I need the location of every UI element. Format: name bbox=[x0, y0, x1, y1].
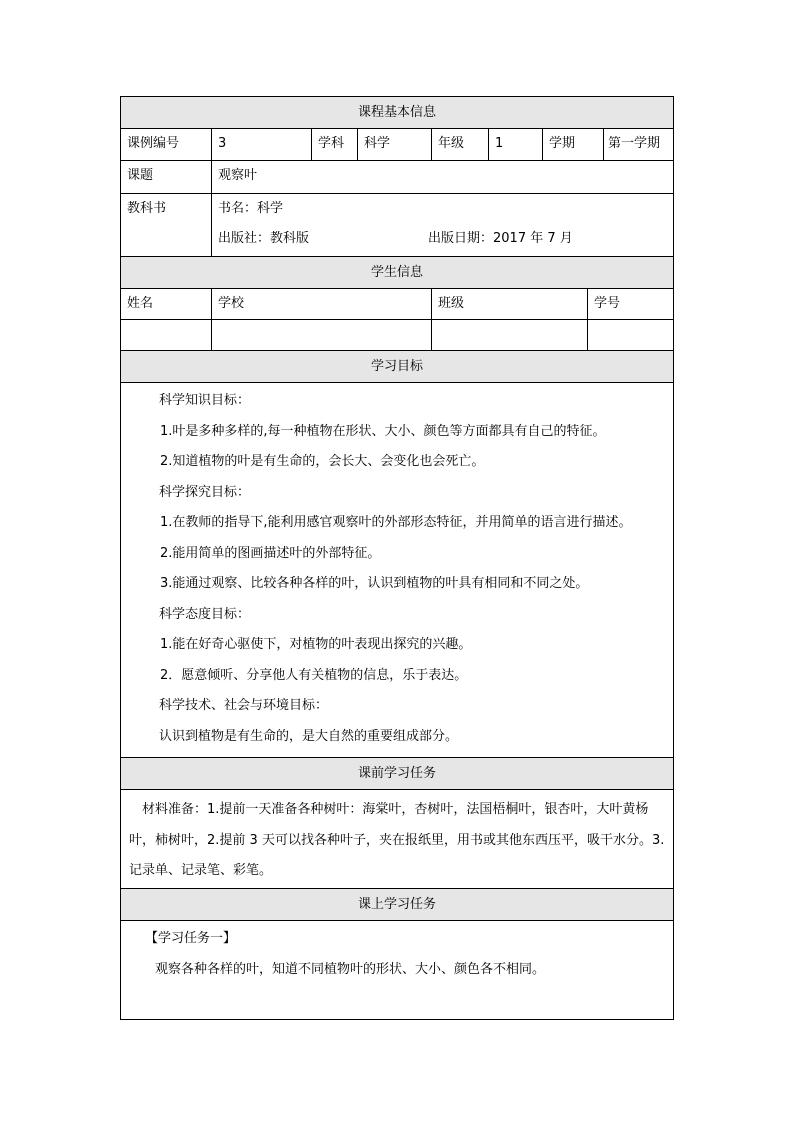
school-label: 学校 bbox=[212, 289, 432, 319]
book-name: 书名：科学 bbox=[218, 201, 284, 216]
student-id-label: 学号 bbox=[594, 296, 621, 311]
subject-value: 科学 bbox=[358, 129, 432, 160]
course-no-label: 课例编号 bbox=[121, 129, 212, 160]
topic-label: 课题 bbox=[121, 161, 212, 193]
grade-value: 1 bbox=[489, 129, 543, 160]
class-value[interactable] bbox=[432, 320, 588, 350]
student-value-row bbox=[121, 320, 673, 351]
class-task-header: 课上学习任务 bbox=[121, 889, 673, 921]
grade-label: 年级 bbox=[432, 129, 489, 160]
materials-text: 材料准备：1.提前一天准备各种树叶：海棠叶，杏树叶，法国梧桐叶，银杏叶，大叶黄杨叶，柿树叶，2.提前 3 天可以找各种叶子，夹在报纸里，用书或其他东西压平，吸干水分。3.记录单、记录笔、彩笔。 bbox=[129, 802, 665, 878]
pre-task-header: 课前学习任务 bbox=[121, 758, 673, 790]
school-value[interactable] bbox=[212, 320, 432, 350]
task-one-title: 【学习任务一】 bbox=[145, 931, 237, 946]
textbook-label: 教科书 bbox=[121, 194, 212, 256]
goal-line: 2.能用简单的图画描述叶的外部特征。 bbox=[160, 545, 381, 561]
lesson-plan-page bbox=[120, 96, 674, 1020]
textbook-info bbox=[212, 194, 673, 256]
goal-line: 科学技术、社会与环境目标： bbox=[159, 698, 329, 713]
name-label: 姓名 bbox=[121, 289, 212, 319]
subject-label: 学科 bbox=[312, 129, 358, 160]
goal-line: 科学知识目标： bbox=[159, 393, 251, 408]
lesson-plan-table bbox=[120, 96, 674, 1020]
name-value[interactable] bbox=[121, 320, 212, 350]
student-info-header: 学生信息 bbox=[121, 257, 673, 289]
class-label: 班级 bbox=[432, 289, 588, 319]
goal-line: 2.知道植物的叶是有生命的，会长大、会变化也会死亡。 bbox=[160, 454, 485, 469]
goals-body bbox=[121, 383, 673, 758]
goal-line: 认识到植物是有生命的，是大自然的重要组成部分。 bbox=[159, 728, 459, 744]
student-label-row bbox=[121, 289, 673, 320]
basic-info-header: 课程基本信息 bbox=[121, 97, 673, 129]
textbook-row bbox=[121, 194, 673, 257]
goal-line: 3.能通过观察、比较各种各样的叶，认识到植物的叶具有相同和不同之处。 bbox=[160, 576, 589, 591]
term-value: 第一学期 bbox=[608, 136, 661, 151]
publisher: 出版社：教科版 bbox=[218, 231, 310, 246]
goal-line: 科学态度目标： bbox=[159, 606, 251, 622]
class-task-body bbox=[121, 921, 673, 1019]
course-meta-row bbox=[121, 129, 673, 161]
topic-value: 观察叶 bbox=[218, 168, 258, 183]
goals-header: 学习目标 bbox=[121, 351, 673, 383]
goal-line: 1.能在好奇心驱使下，对植物的叶表现出探究的兴趣。 bbox=[160, 637, 472, 652]
goal-line: 2．愿意倾听、分享他人有关植物的信息，乐于表达。 bbox=[160, 667, 468, 683]
task-one-text: 观察各种各样的叶，知道不同植物叶的形状、大小、颜色各不相同。 bbox=[155, 961, 546, 977]
term-label: 学期 bbox=[543, 129, 604, 160]
course-no-value: 3 bbox=[212, 129, 312, 160]
pre-task-body bbox=[121, 790, 673, 889]
goal-line: 1.在教师的指导下,能利用感官观察叶的外部形态特征，并用简单的语言进行描述。 bbox=[160, 515, 632, 530]
topic-row bbox=[121, 161, 673, 194]
goal-line: 科学探究目标： bbox=[159, 484, 251, 500]
student-id-value[interactable] bbox=[588, 320, 673, 350]
goal-line: 1.叶是多种多样的,每一种植物在形状、大小、颜色等方面都具有自己的特征。 bbox=[160, 423, 606, 439]
publish-date: 出版日期：2017 年 7 月 bbox=[428, 231, 573, 246]
